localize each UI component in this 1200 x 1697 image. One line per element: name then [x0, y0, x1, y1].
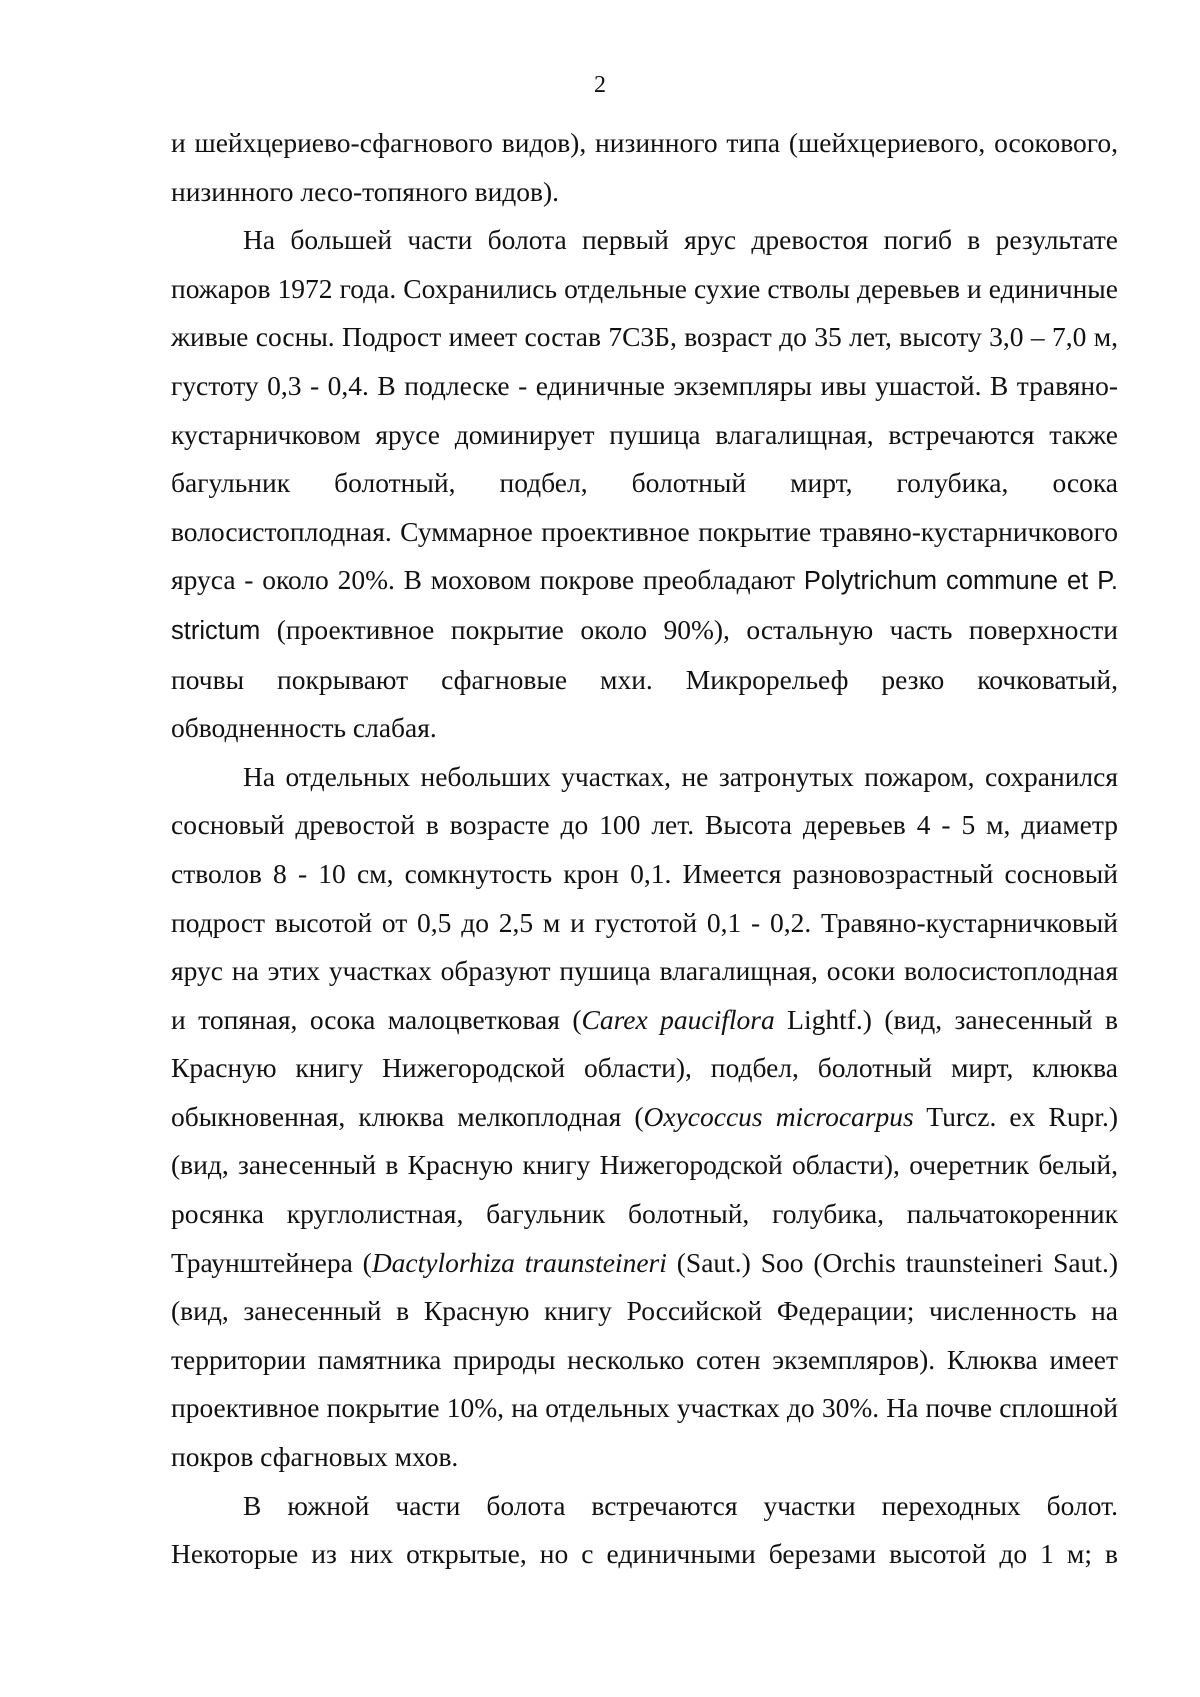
paragraph-2-text-b: (проективное покрытие около 90%), остальную часть поверхности почвы покрывают сфагновые мхи. Микрорельеф резко кочковатый, обводненность слабая. — [171, 613, 1118, 744]
paragraph-2-text-a: На большей части болота первый ярус древостоя погиб в результате пожаров 1972 года. Сохранились отдельные сухие стволы деревьев и единичные живые сосны. Подрост имеет состав 7С3Б, возраст до 35 лет, высоту 3,0 – 7,0 м, густоту 0,3 - 0,4. В подлеске - единичные экземпляры ивы ушастой. В травяно-кустарничковом ярусе доминирует пушица влагалищная, встречаются также багульник болотный, подбел, болотный мирт, голубика, осока волосистоплодная. Суммарное проективное покрытие травяно-кустарничкового яруса - около 20%. В моховом покрове преобладают — [171, 224, 1118, 596]
paragraph-3-text-c: Turcz. ex Rupr.) (вид, занесенный в Красную книгу Нижегородской области), очеретник белый, росянка круглолистная, багульник болотный, голубика, пальчатокоренник Траунштейнера ( — [171, 1100, 1118, 1278]
paragraph-1: и шейхцериево-сфагнового видов), низинного типа (шейхцериевого, осокового, низинного лесо-топяного видов). — [171, 127, 1118, 207]
latin-name-oxycoccus: Oxycoccus microcarpus — [643, 1100, 914, 1132]
paragraph-4: В южной части болота встречаются участки переходных болот. Некоторые из них открытые, но с единичными березами высотой до 1 м; в — [171, 1489, 1118, 1570]
page-number: 2 — [594, 72, 606, 98]
paragraph-3 — [171, 753, 1118, 1482]
body-text — [171, 119, 1118, 1579]
paragraph-3-text-b: Lightf.) (вид, занесенный в Красную книгу Нижегородской области), подбел, болотный мирт, клюква обыкновенная, клюква мелкоплодная ( — [171, 1003, 1119, 1132]
latin-species-names: Polytrichum commune et P. strictum — [171, 567, 1119, 645]
paragraph-3-text-a: На отдельных небольших участках, не затронутых пожаром, сохранился сосновый древостой в возрасте до 100 лет. Высота деревьев 4 - 5 м, диаметр стволов 8 - 10 см, сомкнутость крон 0,1. Имеется разновозрастный сосновый подрост высотой от 0,5 до 2,5 м и густотой 0,1 - 0,2. Травяно-кустарничковый ярус на этих участках образуют пушица влагалищная, осоки волосистоплодная и топяная, осока малоцветковая ( — [171, 760, 1118, 1035]
paragraph-3-text-d: (Saut.) Soo (Orchis traunsteineri Saut.) (вид, занесенный в Красную книгу Российской Федерации; численность на территории памятника природы несколько сотен экземпляров). Клюква имеет проективное покрытие 10%, на отдельных участках до 30%. На почве сплошной покров сфагновых мхов. — [171, 1246, 1118, 1473]
latin-name-carex: Carex pauciflora — [581, 1003, 775, 1035]
latin-name-dactylorhiza: Dactylorhiza traunsteineri — [371, 1246, 667, 1278]
paragraph-2 — [171, 216, 1118, 753]
